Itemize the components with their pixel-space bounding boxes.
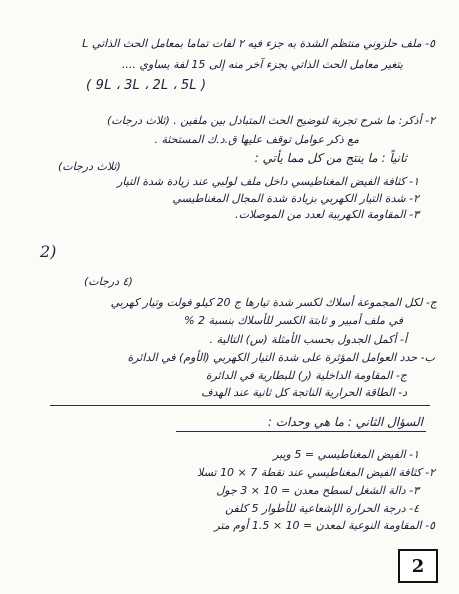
page-number: 2 (411, 555, 425, 577)
unit-item-2: ٢- كثافة الفيض المغناطيسي عند نقطة 7 × 10 تسلا (197, 466, 435, 479)
unit-item-3: ٣- دالة الشغل لسطح معدن = 10 × 3 جول (216, 484, 419, 497)
question-5-line-2: يتغير معامل الحث الذاتي بجزء آخر منه إلى 15 لفة يساوي .... (121, 58, 403, 71)
page-section-mark: 2) (40, 242, 57, 261)
unit-item-4: ٤- درجة الحرارة الإشعاعية للأطوار 5 كلفن (225, 502, 419, 515)
question-c-marks: (٤ درجات) (84, 275, 133, 288)
heading-underline (176, 431, 426, 432)
page-number-box (398, 549, 438, 583)
section-second-heading: ثانياً : ما ينتج من كل مما يأتي : (254, 151, 407, 165)
question-c-line-2: في ملف أمبير و ثابتة الكسر للأسلاك بنسبة 2 % (184, 314, 403, 327)
question-5-line-1: ٥- ملف حلزوني منتظم الشدة به جزء فيه ٢ لفات تماما بمعامل الحث الذاتي L (82, 37, 435, 50)
question-c-item-c: ج- المقاومة الداخلية (ر) للبطارية في الدائرة (205, 369, 407, 382)
question-c-line-1: ج- لكل المجموعة أسلاك لكسر شدة تيارها ج 20 كيلو فولت وتيار كهربي (110, 296, 437, 309)
section-second-item-1: ١- كثافة الفيض المغناطيسي داخل ملف لولبي عند زيادة شدة التيار (117, 175, 419, 188)
question-c-item-b: ب- حدد العوامل المؤثرة على شدة التيار الكهربي (الأوم) في الدائرة (127, 351, 435, 364)
question-5-choices: ( 9L ، 3L ، 2L ، 5L ) (86, 78, 207, 93)
section-second-item-3: ٣- المقاومة الكهربية لعدد من الموصلات. (235, 208, 419, 221)
section-second-marks: (ثلاث درجات) (58, 160, 121, 173)
question-2-prompt: ٢- أذكر: ما شرح تجربة لتوضيح الحث المتبادل بين ملفين . (ثلاث درجات) (106, 114, 435, 127)
question-2-subprompt: مع ذكر عوامل توقف عليها ق.د.ك المستحثة . (154, 133, 359, 146)
unit-item-1: ١- الفيض المغناطيسي = 5 ويبر (273, 448, 419, 461)
unit-item-5-text: ٥- المقاومة النوعية لمعدن = 10 × 1.5 أوم متر (214, 519, 435, 532)
question-two-heading: السؤال الثاني : ما هي وحدات : (267, 415, 423, 429)
section-divider-rule (50, 405, 430, 406)
question-c-item-a: أ- أكمل الجدول بحسب الأمثلة (س) التالية . (209, 333, 407, 346)
section-second-item-2: ٢- شدة التيار الكهربي بزيادة شدة المجال المغناطيسي (172, 192, 419, 205)
question-c-item-d: د- الطاقة الحرارية الناتجة كل ثانية عند الهدف (201, 386, 407, 399)
